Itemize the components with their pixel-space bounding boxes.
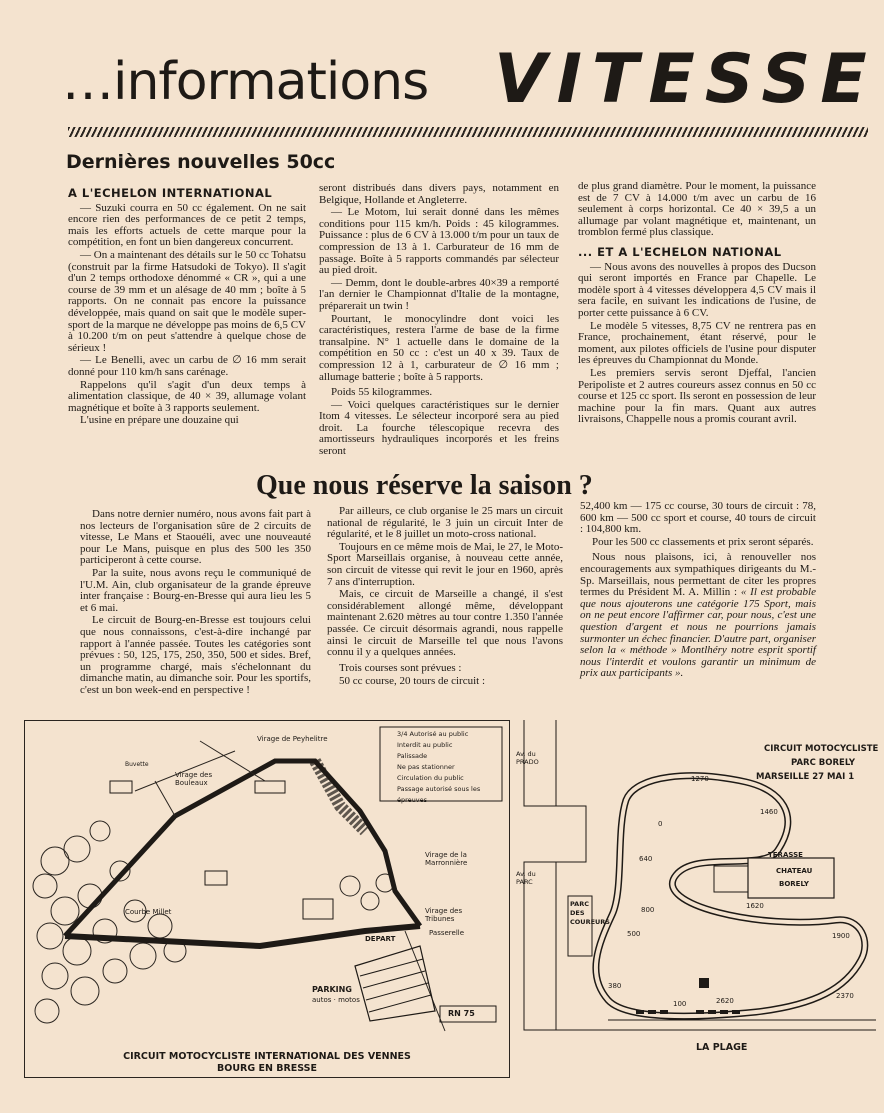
distance-marker: 0 — [658, 820, 663, 828]
article-column-3 — [578, 181, 816, 427]
label-chateau: CHATEAU — [776, 867, 813, 875]
legend-item: Circulation du public — [397, 774, 464, 782]
map-title-2: PARC BORELY — [791, 758, 856, 768]
distance-marker: 100 — [673, 1000, 687, 1008]
column-heading: ... ET A L'ECHELON NATIONAL — [578, 244, 782, 259]
map-title-3: MARSEILLE 27 MAI 1 — [756, 772, 855, 782]
paragraph: Mais, ce circuit de Marseille a changé, il s'est considérablement allongé même, développant maintenant 2.620 mètres au tour contre 1.350 l'année passée. Ce circuit désormais agrandi, nous rappelle ainsi le circuit de Marseille tel que nous l'avons connu il y a quelques années. — [327, 588, 563, 659]
paragraph: Le modèle 5 vitesses, 8,75 CV ne rentrera pas en France, prochainement, étant réservé, pour le moment, aux pilotes officiels de l'usine pour disputer les épreuves du Championnat du Monde. — [578, 319, 816, 367]
paragraph: Trois courses sont prévues : — [339, 661, 462, 674]
paragraph: 52,400 km — 175 cc course, 30 tours de circuit : 78, 600 km — 500 cc sport et course, 40 tours de circuit : 104,800 km. — [580, 500, 816, 536]
distance-marker: 640 — [639, 855, 653, 863]
paragraph: — Voici quelques caractéristiques sur le dernier Itom 4 vitesses. Le sélecteur incorporé sera au pied droit. La fourche télescopique recevra des amortisseurs hydrauliques incorporés et les freins seront — [319, 398, 559, 458]
label-courbe-millet: Courbe Millet — [125, 908, 172, 916]
legend-item: Palissade — [397, 752, 428, 760]
paragraph: — Nous avons des nouvelles à propos des Ducson qui seront importés en France par Chapelle. Le modèle sport à 4 vitesses développera 4,5 CV mais il sera facile, en suivant les indications de l'usine, de porter cette puissance à 6 CV. — [578, 260, 816, 319]
paragraph: seront distribués dans divers pays, notamment en Belgique, Hollande et Angleterre. — [319, 182, 559, 206]
paragraph: Par la suite, nous avons reçu le communiqué de l'U.M. Ain, club organisateur de la grande épreuve inter française : Bourg-en-Bresse qui aura lieu les 5 et 6 mai. — [80, 566, 311, 614]
chateau-building — [748, 858, 834, 898]
legend-item: Ne pas stationner — [397, 763, 455, 771]
map-caption-1: CIRCUIT MOTOCYCLISTE INTERNATIONAL DES VENNES — [123, 1051, 411, 1062]
parking-area — [355, 946, 435, 1021]
paragraph: L'usine en prépare une douzaine qui — [80, 414, 239, 427]
label-parking-sub: autos · motos — [312, 996, 360, 1004]
section-title: Dernières nouvelles 50cc — [66, 151, 336, 173]
paragraph: Toujours en ce même mois de Mai, le 27, le Moto-Sport Marseillais organise, à nouveau cette année, son circuit de vitesse qui revit le jour en 1960, après 7 ans d'interruption. — [327, 540, 563, 588]
label-passerelle: Passerelle — [429, 929, 465, 937]
legend-item: 3/4 Autorisé au public — [397, 730, 469, 738]
distance-marker: 1460 — [760, 808, 778, 816]
distance-marker: 2370 — [836, 992, 854, 1000]
label-virage-tribunes: Virage des Tribunes — [425, 907, 463, 923]
paragraph: Les premiers servis seront Djeffal, l'ancien Peripoliste et 2 autres coureurs assez connus en 50 cc course et 125 cc sport. Ils seront en possession de leur machine pour la fin mars. Quant aux autres livraisons, Chappelle nous a promis courant avril. — [578, 366, 816, 426]
paragraph: Poids 55 kilogrammes. — [331, 386, 433, 399]
distance-marker: 1620 — [746, 902, 764, 910]
paragraph-text: Nous nous plaisons, ici, à renouveller nos encouragements aux sympathiques dirigeants du M.-Sp. Marseillais, nous permettant de citer les propres termes du Président M. A. Millin : — [580, 551, 816, 599]
article-column-5 — [327, 506, 563, 689]
paragraph: — Le Benelli, avec un carbu de ∅ 16 mm serait donné pour 110 km/h sans carénage. — [68, 354, 306, 378]
paragraph: Par ailleurs, ce club organise le 25 mars un circuit national de régularité, le 3 juin un circuit Inter de régularité, et le 8 juillet un moto-cross national. — [327, 505, 563, 541]
label-parking: PARKING — [312, 985, 352, 994]
label-parc-coureurs: PARC DES COUREURS — [570, 900, 610, 926]
paragraph: — Le Motom, lui serait donné dans les mêmes conditions pour 115 km/h. Poids : 45 kilogrammes. Puissance : plus de 6 CV à 13.000 t/m pour un taux de compression de 13 à 1. Carburateur de 16 mm de passage. Boîte à 5 rapports commandés par sélecteur au pied droit. — [319, 206, 559, 277]
paragraph: Le circuit de Bourg-en-Bresse est toujours celui que nous connaissons, c'est-à-dire inchangé par rapport à l'année passée. Toutes les catégories sont prévues : 50, 125, 175, 250, 350, 500 et sides. Bref, un programme chargé, mais s'échelonnant du dimanche matin, au dimanche soir. Pour les sportifs, c'est un bon week-end en perspective ! — [80, 614, 311, 696]
quote: « Il est probable que nous ajouterons une catégorie 175 Sport, mais on ne peut encore l'affirmer car, pour nous, c'est une question d'argent et nous ne pourrions jamais surmonter un échec financier. D'autre part, organiser selon la « méthode » Montlhéry notre esprit sportif nous l'interdit et voulons garantir un minimum de prix aux participants ». — [580, 586, 816, 680]
track-spectator-area — [315, 761, 365, 831]
paragraph — [580, 552, 816, 680]
legend-item: Interdit au public — [397, 741, 453, 749]
distance-marker: 1900 — [832, 932, 850, 940]
article-column-1 — [68, 188, 306, 428]
map-title-1: CIRCUIT MOTOCYCLISTE — [764, 744, 879, 754]
label-virage-marronniere: Virage de la Marronnière — [425, 851, 468, 867]
label-rn75: RN 75 — [448, 1009, 475, 1018]
distance-marker: 380 — [608, 982, 622, 990]
distance-marker: 2620 — [716, 997, 734, 1005]
map-legend — [397, 729, 503, 806]
distance-marker: 1270 — [691, 775, 709, 783]
label-depart: DEPART — [365, 935, 396, 943]
label-av-parc: Av. du PARC — [516, 870, 536, 886]
article-column-6 — [580, 501, 816, 681]
paragraph: de plus grand diamètre. Pour le moment, la puissance est de 7 CV à 14.000 t/m avec un carbu de 16 seulement à corps horizontal. Ce 40 × 39,5 a un allumage par volant magnétique et, maintenant, un tromblon fermé plus classique. — [578, 180, 816, 239]
article-title: Que nous réserve la saison ? — [256, 470, 593, 501]
paragraph: Pourtant, le monocylindre dont voici les caractéristiques, restera l'arme de base de la firme transalpine. N° 1 actuelle dans le domaine de la compétition en 50 cc : c'est un 40 x 39. Taux de compression 12 à 1, carburateur de ∅ 16 mm ; allumage batterie ; boîte à 5 rapports. — [319, 312, 559, 383]
terrasse — [714, 866, 748, 892]
column-heading: A L'ECHELON INTERNATIONAL — [68, 186, 273, 200]
paragraph: Dans notre dernier numéro, nous avons fait part à nos lecteurs de l'organisation sûre de 2 circuits de vitesse, Le Mans et Staouéli, avec une nouveauté pour Le Mans, puisque en plus des 500 les 350 participeront à cette course. — [80, 508, 311, 567]
map-caption-2: BOURG EN BRESSE — [217, 1063, 317, 1074]
header-prefix: …informations — [62, 52, 429, 112]
distance-marker: 500 — [627, 930, 641, 938]
label-virage-bouleaux: Virage des Bouleaux — [175, 771, 213, 787]
paragraph: — Demm, dont le double-arbres 40×39 a remporté l'an dernier le Championnat d'Italie de la montagne, préparerait un twin ! — [319, 276, 559, 312]
paragraph: Rappelons qu'il s'agit d'un deux temps à alimentation classique, de 40 × 39, allumage volant magnétique et boîte à 3 rapports seulement. — [68, 378, 306, 414]
article-column-4 — [80, 509, 311, 698]
label-terrasse: TERASSE — [768, 851, 803, 859]
paragraph: 50 cc course, 20 tours de circuit : — [339, 675, 486, 688]
label-borely: BORELY — [779, 880, 809, 888]
legend-item: Passage autorisé sous les épreuves — [397, 785, 481, 804]
label-virage-peyhelitre: Virage de Peyhelitre — [257, 735, 328, 743]
label-av-prado: Av. du PRADO — [516, 750, 539, 766]
start-flag-icon — [699, 978, 709, 988]
map-bourg-en-bresse — [24, 720, 510, 1078]
distance-marker: 800 — [641, 906, 655, 914]
article-column-2 — [319, 183, 559, 459]
map-marseille — [516, 720, 884, 1100]
paragraph: — On a maintenant des détails sur le 50 cc Tohatsu (construit par la firme Hatsudoki de Tokyo). Il s'agit d'un 2 temps orthodoxe dénommé « CR », qui a une course de 39 mm et un alésage de 40 mm ; boîte à 5 rapports. On ne connait pas encore la puissance développée, mais quand on sait que le modèle super-sport de la marque ne développe pas moins de 6,5 CV à 10.200 t/m on peut s'attendre à quelque chose de sérieux ! — [68, 248, 306, 354]
label-la-plage: LA PLAGE — [696, 1042, 748, 1053]
header-divider — [68, 127, 868, 137]
header-title: VITESSE — [494, 40, 877, 119]
label-buvette: Buvette — [125, 761, 149, 768]
paragraph: Pour les 500 cc classements et prix seront séparés. — [592, 535, 814, 548]
paragraph: — Suzuki courra en 50 cc également. On ne sait encore rien des performances de ce petit 2 temps, mais les efforts actuels de cette marque pour la compétition, en font un bien dangereux concurrent. — [68, 201, 306, 249]
